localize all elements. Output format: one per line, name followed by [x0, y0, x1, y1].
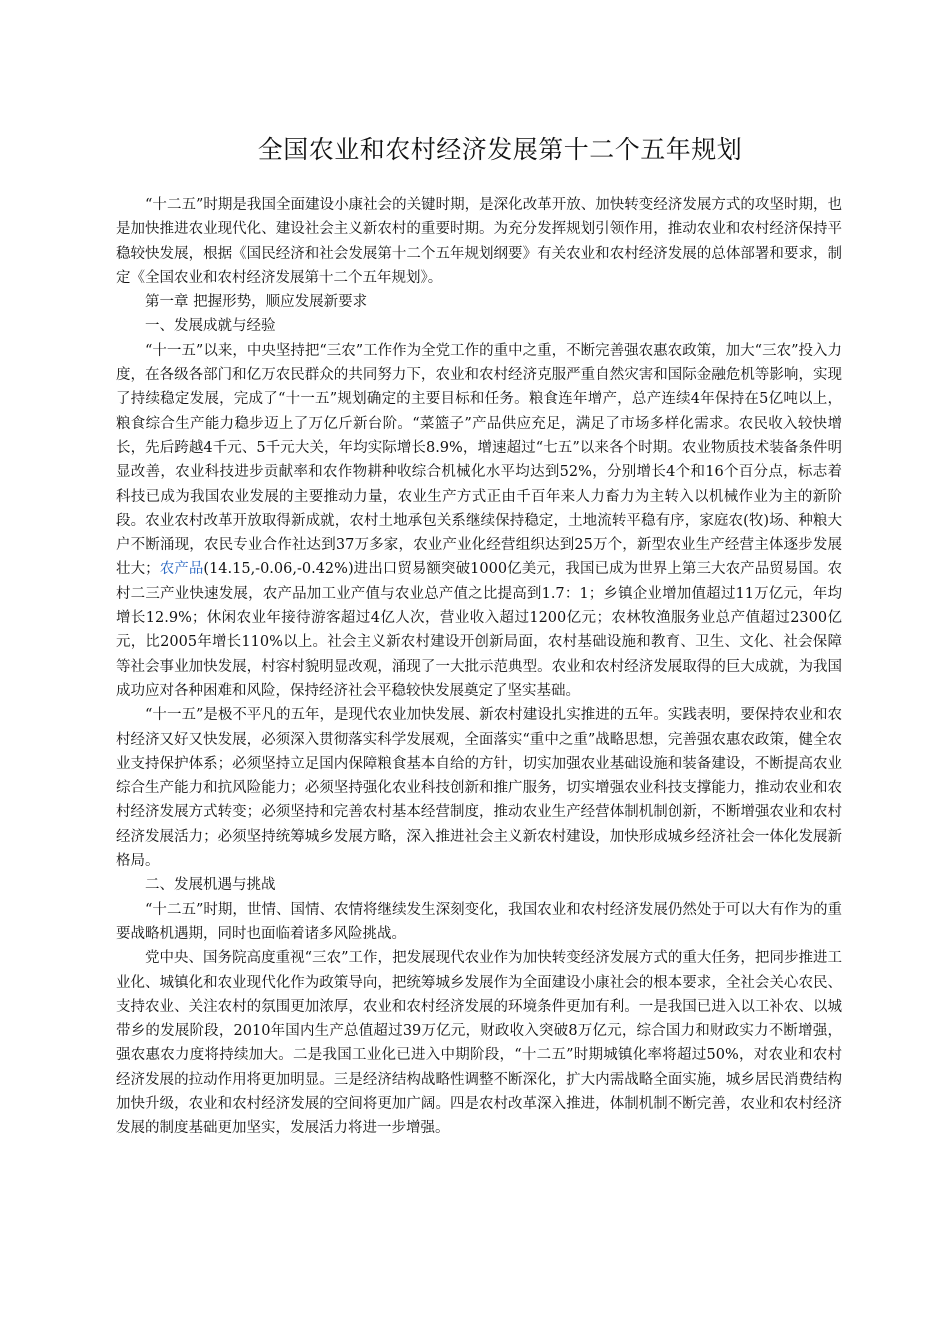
section-heading: 一、发展成就与经验 — [145, 318, 276, 335]
document-body — [116, 193, 842, 1141]
paragraph-text: “十一五”以来，中央坚持把“三农”工作作为全党工作的重中之重，不断完善强农惠农政策，加大“三农”投入力度，在各级各部门和亿万农民群众的共同努力下，农业和农村经济克服严重自然灾害和国际金融危机等影响，实现了持续稳定发展，完成了“十一五”规划确定的主要目标和任务。粮食连年增产，总产连续4年保持在5亿吨以上，粮食综合生产能力稳步迈上了万亿斤新台阶。“菜篮子”产品供应充足，满足了市场多样化需求。农民收入较快增长，先后跨越4千元、5千元大关，年均实际增长8.9%，增速超过“七五”以来各个时期。农业物质技术装备条件明显改善，农业科技进步贡献率和农作物耕种收综合机械化水平均达到52%，分别增长4个和16个百分点，标志着科技已成为我国农业发展的主要推动力量，农业生产方式正由千百年来人力畜力为主转入以机械作业为主的新阶段。农业农村改革开放取得新成就，农村土地承包关系继续保持稳定，土地流转平稳有序，家庭农(牧)场、种粮大户不断涌现，农民专业合作社达到37万多家，农业产业化经营组织达到25万个，新型农业生产经营主体逐步发展壮大； — [116, 342, 842, 578]
document-title: 全国农业和农村经济发展第十二个五年规划 — [257, 135, 743, 164]
agricultural-products-link[interactable]: 农产品 — [159, 561, 204, 578]
achievements-paragraph — [116, 339, 842, 703]
paragraph-text: (14.15,-0.06,-0.42%)进出口贸易额突破1000亿美元，我国已成为世界上第三大农产品贸易国。农村二三产业快速发展，农产品加工业产值与农业总产值之比提高到1.7：1；乡镇企业增加值超过11万亿元，年均增长12.9%；休闲农业年接待游客超过4亿人次，营业收入超过1200亿元；农林牧渔服务业总产值超过2300亿元，比2005年增长110%以上。社会主义新农村建设开创新局面，农村基础设施和教育、卫生、文化、社会保障等社会事业加快发展，村容村貌明显改观，涌现了一大批示范典型。农业和农村经济发展取得的巨大成就，为我国成功应对各种困难和风险，保持经济社会平稳较快发展奠定了坚实基础。 — [116, 561, 843, 699]
intro-paragraph: “十二五”时期是我国全面建设小康社会的关键时期，是深化改革开放、加快转变经济发展方式的攻坚时期，也是加快推进农业现代化、建设社会主义新农村的重要时期。为充分发挥规划引领作用，推动农业和农村经济保持平稳较快发展，根据《国民经济和社会发展第十二个五年规划纲要》有关农业和农村经济发展的总体部署和要求，制定《全国农业和农村经济发展第十二个五年规划》。 — [116, 197, 842, 286]
section-heading: 二、发展机遇与挑战 — [145, 877, 276, 894]
conditions-paragraph: 党中央、国务院高度重视“三农”工作，把发展现代农业作为加快转变经济发展方式的重大任务，把同步推进工业化、城镇化和农业现代化作为政策导向，把统筹城乡发展作为全面建设小康社会的根本要求，全社会关心农民、支持农业、关注农村的氛围更加浓厚，农业和农村经济发展的环境条件更加有利。一是我国已进入以工补农、以城带乡的发展阶段，2010年国内生产总值超过39万亿元，财政收入突破8万亿元，综合国力和财政实力不断增强，强农惠农力度将持续加大。二是我国工业化已进入中期阶段，“十二五”时期城镇化率将超过50%，对农业和农村经济发展的拉动作用将更加明显。三是经济结构战略性调整不断深化，扩大内需战略全面实施，城乡居民消费结构加快升级，农业和农村经济发展的空间将更加广阔。四是农村改革深入推进，体制机制不断完善，农业和农村经济发展的制度基础更加坚实，发展活力将进一步增强。 — [116, 950, 842, 1137]
chapter-heading: 第一章 把握形势，顺应发展新要求 — [145, 294, 368, 311]
experience-paragraph: “十一五”是极不平凡的五年，是现代农业加快发展、新农村建设扎实推进的五年。实践表明，要保持农业和农村经济又好又快发展，必须深入贯彻落实科学发展观，全面落实“重中之重”战略思想，完善强农惠农政策，健全农业支持保护体系；必须坚持立足国内保障粮食基本自给的方针，切实加强农业基础设施和装备建设，不断提高农业综合生产能力和抗风险能力；必须坚持强化农业科技创新和推广服务，切实增强农业科技支撑能力，推动农业和农村经济发展方式转变；必须坚持和完善农村基本经营制度，推动农业生产经营体制机制创新，不断增强农业和农村经济发展活力；必须坚持统筹城乡发展方略，深入推进社会主义新农村建设，加快形成城乡经济社会一体化发展新格局。 — [116, 707, 842, 870]
opportunities-paragraph: “十二五”时期，世情、国情、农情将继续发生深刻变化，我国农业和农村经济发展仍然处于可以大有作为的重要战略机遇期，同时也面临着诸多风险挑战。 — [116, 901, 842, 942]
